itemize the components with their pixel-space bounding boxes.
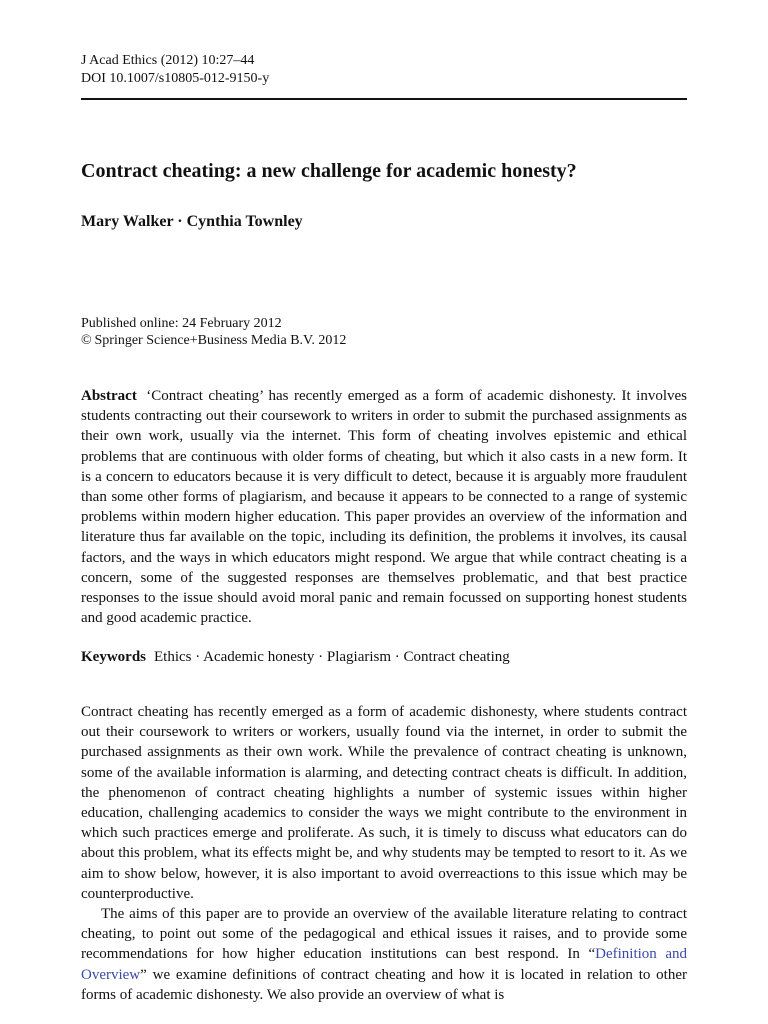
abstract: [81, 386, 687, 628]
keywords: [81, 647, 510, 667]
body-paragraph: Contract cheating has recently emerged as a form of academic dishonesty, where students contract out their coursework to writers or workers, usually found via the internet, in order to submit the purchased assignments as their own work. While the prevalence of contract cheating is unknown, some of the available information is alarming, and detecting contract cheats is difficult. In addition, the phenomenon of contract cheating highlights a number of systemic issues within higher education, challenging academics to consider the ways we might contribute to the environment in which such practices emerge and proliferate. As such, it is timely to discuss what educators can do about this problem, what its effects might be, and why students may be tempted to resort to it. As we aim to show below, however, it is also important to avoid overreactions to this issue which may be counterproductive.: [81, 704, 687, 902]
copyright-icon: ©: [81, 333, 92, 348]
copyright-line: [81, 332, 346, 349]
abstract-text: ‘Contract cheating’ has recently emerged as a form of academic dishonesty. It involves students contracting out their coursework to writers in order to submit the purchased assignments as their own work, usually via the internet. This form of cheating involves epistemic and ethical problems that are continuous with older forms of cheating, but which it also casts in a new form. It is a concern to educators because it is very difficult to detect, because it is arguably more fraudulent than some other forms of plagiarism, and because it appears to be connected to a range of systemic problems within modern higher education. This paper provides an overview of the information and literature thus far available on the topic, including its definition, the problems it involves, its causal factors, and the ways in which educators might respond. We argue that while contract cheating is a concern, some of the suggested responses are themselves problematic, and that best practice responses to the issue should avoid moral panic and remain focussed on supporting honest students and good academic practice.: [81, 388, 687, 627]
journal-doi: DOI 10.1007/s10805-012-9150-y: [81, 71, 270, 86]
header-rule: [81, 98, 687, 100]
article-title: Contract cheating: a new challenge for academic honesty?: [81, 160, 577, 182]
publication-info: [81, 315, 346, 349]
keywords-label: Keywords: [81, 649, 146, 665]
abstract-label: Abstract: [81, 388, 137, 404]
article-authors: Mary Walker · Cynthia Townley: [81, 213, 303, 230]
copyright-text: Springer Science+Business Media B.V. 2012: [94, 333, 347, 348]
article-body: [81, 702, 687, 1005]
paragraph-text: ” we examine definitions of contract cheating and how it is located in relation to other forms of academic dishonesty. We also provide an overview of what is: [81, 966, 687, 1003]
journal-citation: J Acad Ethics (2012) 10:27–44: [81, 53, 255, 68]
paragraph-text: The aims of this paper are to provide an overview of the available literature relating to contract cheating, to point out some of the pedagogical and ethical issues it raises, and to provide some recommendations for how higher education institutions can best respond. In “: [81, 906, 687, 963]
published-date: Published online: 24 February 2012: [81, 316, 282, 331]
journal-meta: [81, 52, 269, 88]
section-link-definition-overview[interactable]: Definition and Overview: [81, 946, 687, 983]
keywords-text: Ethics · Academic honesty · Plagiarism · Contract cheating: [154, 649, 510, 665]
body-paragraph: [81, 904, 687, 1005]
